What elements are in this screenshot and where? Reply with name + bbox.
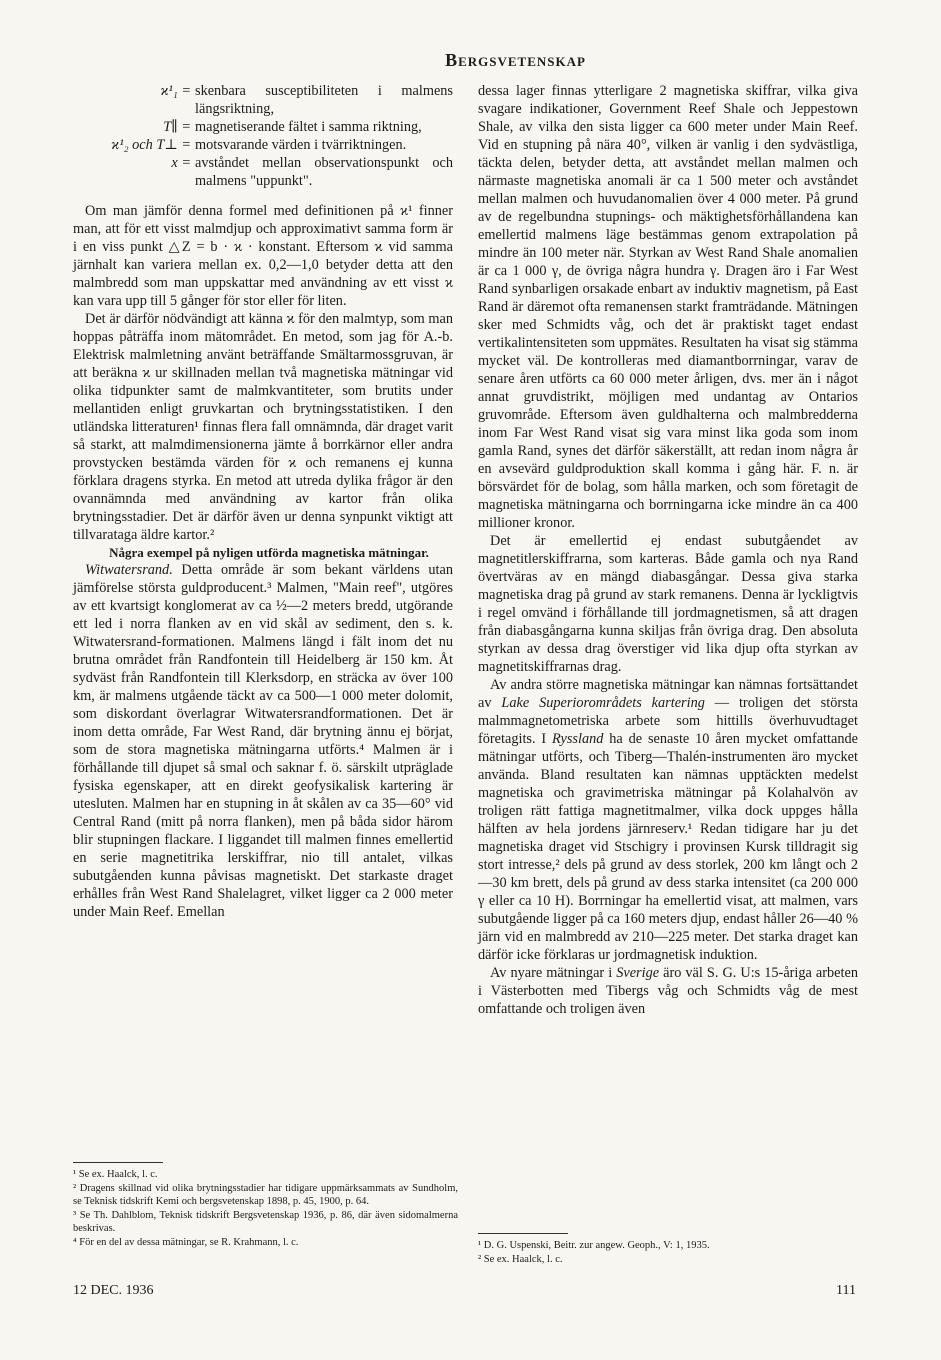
paragraph-text: Av andra större magnetiska mätningar kan nämnas fortsättandet av [478, 677, 858, 711]
paragraph-text: Av nyare mätningar i [490, 965, 617, 981]
definition-item [73, 82, 453, 118]
footnote: ⁴ För en del av dessa mätningar, se R. Krahmann, l. c. [73, 1237, 299, 1248]
paragraph-text: — troligen det största malmmagnetometriska arbete som hittills överhuvudtaget företagits. I [478, 695, 858, 747]
definition-text: avståndet mellan observationspunkt och malmens "uppunkt". [195, 155, 453, 189]
definition-symbol: T∥ = [163, 119, 191, 135]
italic-term: Witwatersrand. [85, 562, 173, 578]
paragraph: dessa lager finnas ytterligare 2 magnetiska skiffrar, vilka giva svagare indikationer, Government Reef Shale och Jeppestown Shale, av vilka den sista ligger ca 600 meter under Main Reef. Vid en stupning på nära 40°, vilken är vanlig i den sydvästliga, täckta delen, betyder detta, att avståndet mellan malmen och närmaste magnetiska anomali är ca 1 500 meter och avståndet mellan malmen och huvudanomalien över 4 000 meter. På grund av de regelbundna stupnings- och mäktighetsförhållandena kan emellertid malmens läge bestämmas genom extrapolation på mindre än 100 meter när. Styrkan av West Rand Shale anomalien är ca 1 000 γ, de övriga några hundra γ. Dragen äro i Far West Rand synbarligen orsakade enbart av induktiv magnetism, på East Rand är däremot ofta remanensen starkt framträdande. Mätningen sker med Schmidts våg, och det är praktiskt taget endast vertikalintensiteten som uppmätes. Resultaten ha visat sig stämma mycket väl. De kontrolleras med diamantborrningar, varav de senare åren utförts ca 60 000 meter årligen, dvs. mer än i något annat gruvdistrikt, möjligen med undantag av Ontarios gruvområde. Eftersom även guldhalterna och malmbredderna inom Far West Rand visat sig vara minst lika goda som inom gamla Rand, synes det därför säkerställt, att redan inom några år en avsevärd guldproduktion skall komma i gång här. F. n. är börsvärdet för de bolag, som hålla marken, och som företagit de magnetiska mätningarna och borrningarna icke mindre än ca 400 millioner kronor. [478, 83, 858, 531]
footer-date: 12 DEC. 1936 [73, 1283, 154, 1298]
paragraph: Det är därför nödvändigt att känna ϰ för den malmtyp, som man hoppas påträffa inom mätområdet. En metod, som jag för A.-b. Elektrisk malmletning använt beträffande Smältarmossgruvan, är att beräkna ϰ ur skillnaden mellan två magnetiska mätningar vid olika tidpunkter samt de malmkvantiteter, som brutits under mellantiden enligt gruvkartan och brytningsstatistiken. I den utländska litteraturen¹ finnas flera fall omnämnda, där draget varit så starkt, att malmdimensionerna jämte å borrkärnor eller andra provstycken bestämda värden för ϰ och remanens ej kunna förklara dragens styrka. En metod att utreda dylika frågor är den ovannämnda med användning av kartor från olika brytningsstadier. Det är därför även ur denna synpunkt viktigt att tillvarataga äldre kartor.² [73, 311, 453, 543]
definition-symbol: ϰ¹₂ och T⊥ = [111, 137, 191, 153]
paragraph: Om man jämför denna formel med definitionen på ϰ¹ finner man, att för ett visst malmdjup och approximativt samma form är i en viss punkt △Z = b · ϰ · konstant. Eftersom ϰ vid samma järnhalt kan variera mellan ex. 0,2—1,0 betyder detta att den malmbredd som man uppskattar med användning av ett visst ϰ kan vara upp till 5 gånger för stor eller för liten. [73, 203, 453, 309]
paragraph [478, 964, 858, 1018]
page-number: 111 [836, 1283, 856, 1298]
section-heading: Några exempel på nyligen utförda magnetiska mätningar. [109, 545, 429, 560]
definition-text: magnetiserande fältet i samma riktning, [195, 119, 422, 135]
definition-symbol: x = [171, 155, 191, 171]
footnote-divider [478, 1233, 568, 1234]
italic-term: Sverige [616, 965, 660, 981]
paragraph-text: äro väl S. G. U:s 15-åriga arbeten i Västerbotten med Tibergs våg och Schmidts våg de mest omfattande och troligen även [478, 965, 858, 1017]
definition-symbol: ϰ¹₁ = [160, 83, 191, 99]
footnote: ³ Se Th. Dahlblom, Teknisk tidskrift Bergsvetenskap 1936, p. 86, där även sidomalmerna beskrivas. [73, 1210, 458, 1234]
paragraph: Det är emellertid ej endast subutgåendet av magnetitlerskiffrarna, som karteras. Både gamla och nya Rand övertväras av en mängd diabasgångar. Dessa giva starka magnetiska drag på grund av stark remanens. Denna är lyckligtvis i regel omvänd i förhållande till jordmagnetismen, så att dragen från diabasgångarna kunna skiljas från övriga drag. Den absoluta styrkan av dessa drag överstiger vid lika djup ofta styrkan av magnetitskiffrarnas drag. [478, 533, 858, 675]
footnote-divider [73, 1162, 163, 1163]
paragraph-text: ha de senaste 10 åren mycket omfattande mätningar utförts, och Tiberg—Thalén-instrumenten äro mycket använda. Bland resultaten kan nämnas upptäckten medelst magnetiska och gravimetriska mätningar på Kolahalvön av troligen rätt fattiga magnetitmalmer, vilka dock uppges hålla hälften av hela jordens järnreserv.¹ Redan tidigare har ju det magnetiska draget vid Stschigry i provinsen Kursk tilldragit sig stort intresse,² dels på grund av dess storlek, 200 km långt och 2—30 km brett, dels på grund av dess starka intensitet (ca 200 000 γ eller ca 10 H). Borrningar ha emellertid visat, att malmen, vars subutgående ligger på ca 160 meters djup, endast håller 26—40 % järn vid en malmbredd av 210—225 meter. Det starka draget kan därför icke förklaras ur jordmagnetisk induktion. [478, 731, 858, 963]
definition-text: skenbara susceptibiliteten i malmens längsriktning, [195, 83, 453, 117]
footnote: ¹ Se ex. Haalck, l. c. [73, 1169, 158, 1180]
paragraph-text: Detta område är som bekant världens utan jämförelse största guldproducent.³ Malmen, "Main reef", utgöres av ett kvartsigt konglomerat av ca ½—2 meters bredd, utgörande ett led i norra flanken av en vid skål av sediment, den s. k. Witwatersrand-formationen. Malmens längd i fält inom det nu brutna området från Randfontein till Heidelberg är 150 km. Åt sydväst från Randfontein till Klerksdorp, en sträcka av över 100 km, är malmens utgående täckt av ca 500—1 000 meter dolomit, som diskordant överlagrar Witwatersrandformationen. Det är inom detta område, Far West Rand, där brytning ännu ej börjat, som de stora magnetiska mätningarna utförts.⁴ Malmen är i förhållande till djupet så smal och saknar f. ö. särskilt utpräglade fysiska egenskaper, att en direkt geofysikalisk kartering är utesluten. Malmen har en stupning in åt skålen av ca 35—60° vid Central Rand (mitt på norra flanken), men på båda sidor härom blir stupningen flackare. I liggandet till malmen finnes emellertid en serie magnetitrika lerskiffrar, nio till antalet, vilkas subutgåenden kunna påvisas magnetiskt. Det starkaste draget erhålles från West Rand Shalelagret, vilket ligger ca 2 000 meter under Main Reef. Emellan [73, 562, 453, 920]
footnote: ² Dragens skillnad vid olika brytningsstadier har tidigare uppmärksammats av Sundholm, se Teknisk tidskrift Kemi och bergsvetenskap 1898, p. 45, 1900, p. 64. [73, 1183, 458, 1207]
definition-list [73, 82, 453, 190]
definition-item [73, 154, 453, 190]
footnotes-left [73, 1162, 458, 1250]
section-title: Bergsvetenskap [445, 50, 586, 70]
definition-item [73, 136, 453, 154]
footnote: ² Se ex. Haalck, l. c. [478, 1254, 563, 1265]
paragraph [478, 676, 858, 964]
right-column [478, 82, 858, 1018]
left-column [73, 82, 453, 921]
definition-item [73, 118, 453, 136]
italic-term: Ryssland [552, 731, 604, 747]
italic-term: Lake Superiorområdets kartering [501, 695, 705, 711]
footnote: ¹ D. G. Uspenski, Beitr. zur angew. Geoph., V: 1, 1935. [478, 1240, 710, 1251]
footnotes-right [478, 1233, 858, 1267]
paragraph [73, 561, 453, 921]
definition-text: motsvarande värden i tvärriktningen. [195, 137, 407, 153]
page-header [0, 50, 941, 71]
